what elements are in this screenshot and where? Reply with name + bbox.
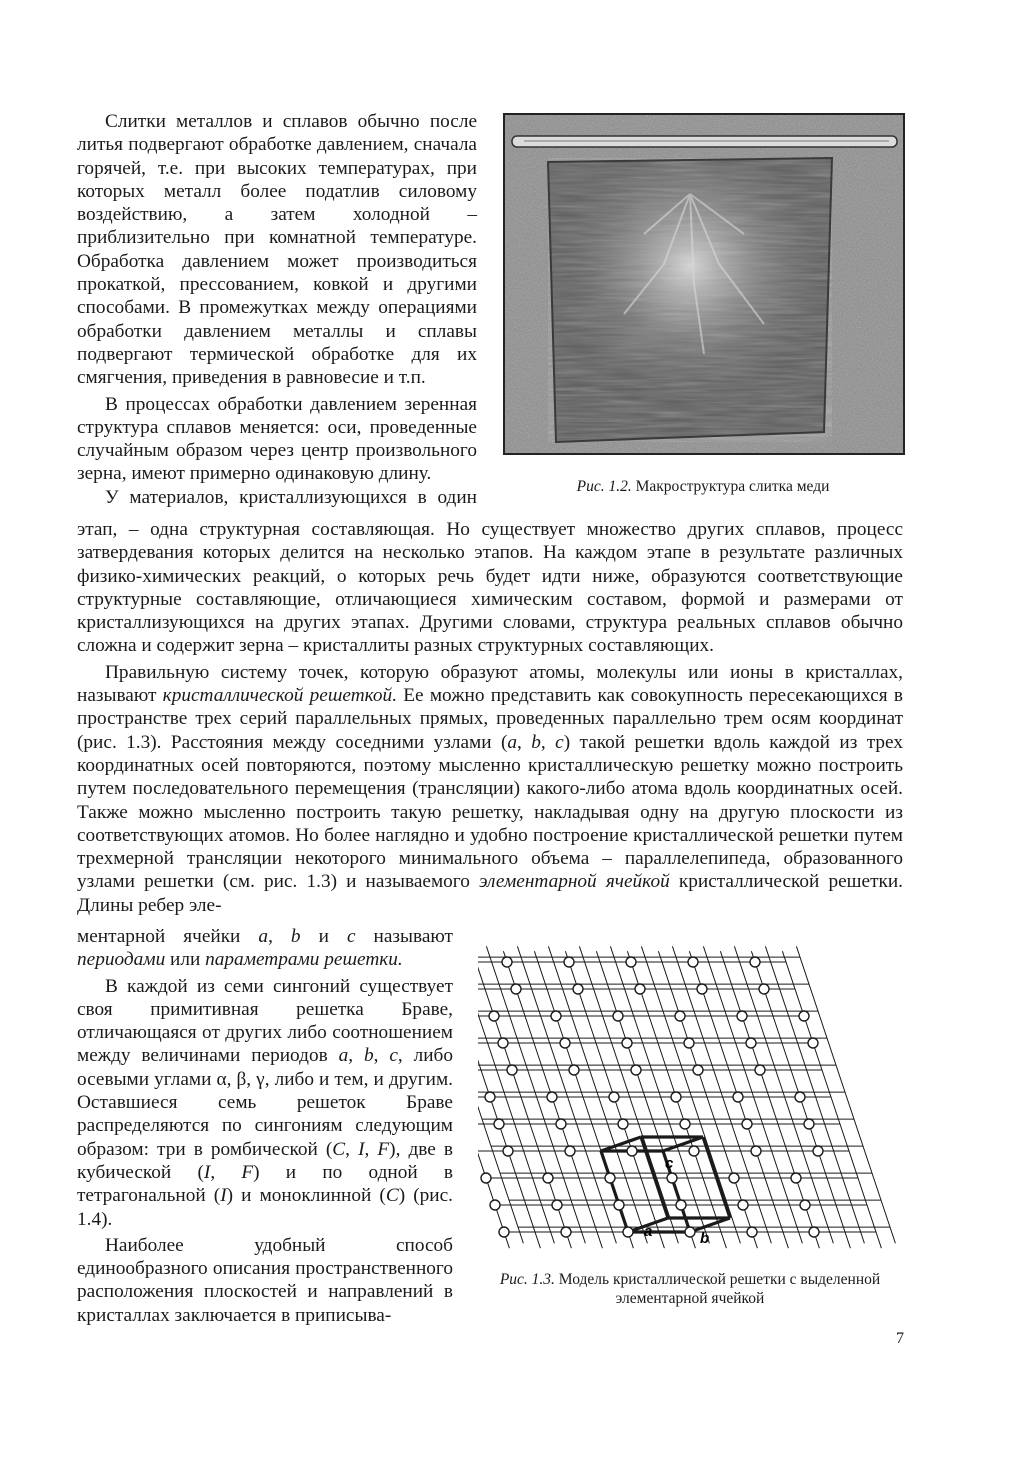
lattice-node	[494, 1119, 504, 1129]
paragraph-4-text-d: кристаллической решетки. Длины ребер эле-	[77, 871, 903, 916]
lattice-node	[751, 1146, 761, 1156]
page-number: 7	[896, 1330, 904, 1347]
lattice-node	[618, 1119, 628, 1129]
lattice-node	[675, 1011, 685, 1021]
variable-b: b	[290, 926, 301, 947]
paragraph-5: В каждой из семи сингоний существует своя примитивная решетка Браве, отличающаяся от других либо соотношением между величинами периодов a, b, c, либо осевыми углами α, β, γ, либо и тем, и другим. Оставшиеся семь решеток Браве распределяются по сингониям следующим образом: три в ромбической (C, I, F), две в кубической (I, F) и по одной в тетрагональной (I) и моноклинной (C) (рис. 1.4).	[77, 975, 453, 1230]
lattice-column-line	[796, 946, 895, 1243]
lattice-node	[697, 984, 707, 994]
lattice-column-line	[517, 946, 616, 1243]
crystal-lattice-diagram	[478, 934, 908, 1254]
lattice-node	[551, 1011, 561, 1021]
lattice-node	[511, 984, 521, 994]
figure-1-3-caption	[475, 1270, 905, 1308]
lattice-node	[667, 1173, 677, 1183]
lattice-node	[627, 1146, 637, 1156]
figure-1-2-label: Рис. 1.2.	[576, 478, 632, 495]
lattice-column-line	[765, 946, 864, 1243]
lattice-node	[800, 1200, 810, 1210]
lattice-node	[693, 1065, 703, 1075]
lattice-column-line	[641, 946, 740, 1243]
lattice-node	[685, 1227, 695, 1237]
paragraph-4-text-c: ) такой решетки вдоль каждой из трех координатных осей повторяются, поэтому мысленно кристаллическую решетку можно построить путем последовательного перемещения (трансляции) какого-либо атома вдоль координатных осей. Также можно мысленно построить такую решетку, накладывая одну на другую плоскости из соответствующих атомов. Но более наглядно и удобно построение кристаллической решетки путем трехмерной трансляции некоторого минимального объема – параллелепипеда, образованного узлами решетки (см. рис. 1.3) и называемого	[77, 731, 903, 893]
paragraph-4-continued: ментарной ячейки a, b и c называют периодами или параметрами решетки.	[77, 926, 453, 971]
lattice-column-line	[579, 946, 678, 1243]
lattice-node	[605, 1173, 615, 1183]
lattice-column-line	[703, 946, 802, 1243]
lattice-node	[746, 1038, 756, 1048]
lattice-node	[804, 1119, 814, 1129]
paragraph-4-text-b: Ее можно представить как совокупность пересекающихся в пространстве трех серий параллельных прямых, проведенных параллельно трем осям координат (рис. 1.3). Расстояния между соседними узлами (	[77, 685, 903, 753]
lattice-node	[485, 1092, 495, 1102]
lattice-node	[613, 1011, 623, 1021]
figure-1-3-label: Рис. 1.3.	[499, 1271, 555, 1288]
lattice-node	[795, 1092, 805, 1102]
unit-cell-edge	[690, 1218, 730, 1232]
lattice-node	[543, 1173, 553, 1183]
lattice-node	[799, 1011, 809, 1021]
term-unit-cell: элементарной ячейкой	[479, 871, 670, 893]
term-lattice-parameters: параметрами решетки.	[205, 949, 403, 971]
lattice-node	[729, 1173, 739, 1183]
lattice-node	[623, 1227, 633, 1237]
variable-c: c	[555, 731, 564, 753]
lattice-node	[742, 1119, 752, 1129]
lattice-node	[547, 1092, 557, 1102]
lattice-node	[490, 1200, 500, 1210]
lattice-node	[489, 1011, 499, 1021]
variable-b: b	[531, 731, 541, 753]
lattice-node	[552, 1200, 562, 1210]
lattice-node	[688, 957, 698, 967]
lattice-node	[507, 1065, 517, 1075]
lattice-node	[626, 957, 636, 967]
text-column-top	[77, 110, 477, 509]
variable-a: a	[507, 731, 518, 753]
cell-edge-label-a: a	[644, 1223, 653, 1240]
paragraph-1: Слитки металлов и сплавов обычно после литья подвергают обработке давлением, сначала горячей, т.е. при высоких температурах, при которых металл более податлив силовому воздействию, а затем холодной – приблизительно при комнатной температуре. Обработка давлением может производиться прокаткой, прессованием, ковкой и другими способами. В промежутках между операциями обработки давлением металлы и сплавы подвергают термической обработке для их смягчения, приведения в равновесие и т.п.	[77, 111, 477, 389]
lattice-node	[747, 1227, 757, 1237]
ingot-macrostructure-photo	[503, 113, 905, 455]
variable-a: a	[258, 926, 269, 947]
lattice-node	[561, 1227, 571, 1237]
lattice-node	[622, 1038, 632, 1048]
ingot-photo-drawing	[504, 114, 904, 454]
lattice-node	[809, 1227, 819, 1237]
lattice-node	[503, 1146, 513, 1156]
lattice-node	[565, 1146, 575, 1156]
lattice-node	[556, 1119, 566, 1129]
lattice-node	[684, 1038, 694, 1048]
text-block-full-width	[77, 518, 903, 917]
lattice-node	[635, 984, 645, 994]
lattice-node	[564, 957, 574, 967]
lattice-node	[733, 1092, 743, 1102]
term-periods: периодами	[77, 949, 166, 971]
lattice-node	[680, 1119, 690, 1129]
lattice-node	[671, 1092, 681, 1102]
lattice-node	[631, 1065, 641, 1075]
text-column-bottom	[77, 925, 453, 1327]
lattice-node	[481, 1173, 491, 1183]
lattice-node	[813, 1146, 823, 1156]
lattice-node	[614, 1200, 624, 1210]
cell-edge-label-b: b	[700, 1230, 710, 1247]
variable-c: c	[346, 926, 356, 947]
paragraph-4-text-a: Правильную систему точек, которую образуют атомы, молекулы или ионы в кристаллах, называют	[77, 661, 903, 707]
lattice-node	[499, 1227, 509, 1237]
cell-edge-label-c: c	[665, 1155, 674, 1172]
lattice-node	[737, 1011, 747, 1021]
lattice-node	[689, 1146, 699, 1156]
lattice-column-line	[548, 946, 647, 1243]
figure-1-3-text: Модель кристаллической решетки с выделенной элементарной ячейкой	[554, 1271, 881, 1307]
lattice-node	[738, 1200, 748, 1210]
lattice-node	[791, 1173, 801, 1183]
crystal-lattice-figure	[478, 934, 908, 1254]
lattice-node	[569, 1065, 579, 1075]
lattice-column-line	[734, 946, 833, 1243]
unit-cell-edge	[601, 1151, 628, 1232]
lattice-node	[808, 1038, 818, 1048]
lattice-node	[750, 957, 760, 967]
paragraph-2: В процессах обработки давлением зеренная структура сплавов меняется: оси, проведенные случайным образом через центр произвольного зерна, имеют примерно одинаковую длину.	[77, 393, 477, 485]
paragraph-4: Правильную систему точек, которую образуют атомы, молекулы или ионы в кристаллах, называют кристаллической решеткой. Ее можно представить как совокупность пересекающихся в пространстве трех серий параллельных прямых, проведенных параллельно трем осям координат (рис. 1.3). Расстояния между соседними узлами (a, b, c) такой решетки вдоль каждой из трех координатных осей повторяются, поэтому мысленно кристаллическую решетку можно построить путем последовательного перемещения (трансляции) какого-либо атома вдоль координатных осей. Также можно мысленно построить такую решетку, накладывая одну на другую плоскости из соответствующих атомов. Но более наглядно и удобно построение кристаллической решетки путем трехмерной трансляции некоторого минимального объема – параллелепипеда, образованного узлами решетки (см. рис. 1.3) и называемого элементарной ячейкой кристаллической решетки. Длины ребер эле-	[77, 661, 903, 916]
lattice-node	[609, 1092, 619, 1102]
lattice-lines	[478, 946, 895, 1248]
paragraph-3-continued: этап, – одна структурная составляющая. Но существует множество других сплавов, процесс затвердевания которых делится на несколько этапов. На каждом этапе в результате различных физико-химических реакций, о которых речь будет идти ниже, образуются соответствующие структурные составляющие, отличающиеся химическим составом, формой и размерами от кристаллизующихся на других этапах. Другими словами, структура реальных сплавов обычно сложна и содержит зерна – кристаллиты разных структурных составляющих.	[77, 519, 903, 657]
lattice-node	[755, 1065, 765, 1075]
lattice-node	[573, 984, 583, 994]
lattice-node	[759, 984, 769, 994]
lattice-node	[502, 957, 512, 967]
figure-1-2-text: Макроструктура слитка меди	[631, 478, 830, 495]
paragraph-6: Наиболее удобный способ единообразного описания пространственного расположения плоскостей и направлений в кристаллах заключается в приписыва-	[77, 1234, 453, 1326]
lattice-node	[560, 1038, 570, 1048]
lattice-node	[498, 1038, 508, 1048]
term-crystal-lattice: кристаллической решеткой.	[162, 685, 398, 707]
lattice-column-line	[486, 946, 585, 1243]
figure-1-2-caption	[503, 477, 903, 496]
lattice-node	[676, 1200, 686, 1210]
paragraph-3-lead: У материалов, кристаллизующихся в один	[105, 486, 477, 508]
